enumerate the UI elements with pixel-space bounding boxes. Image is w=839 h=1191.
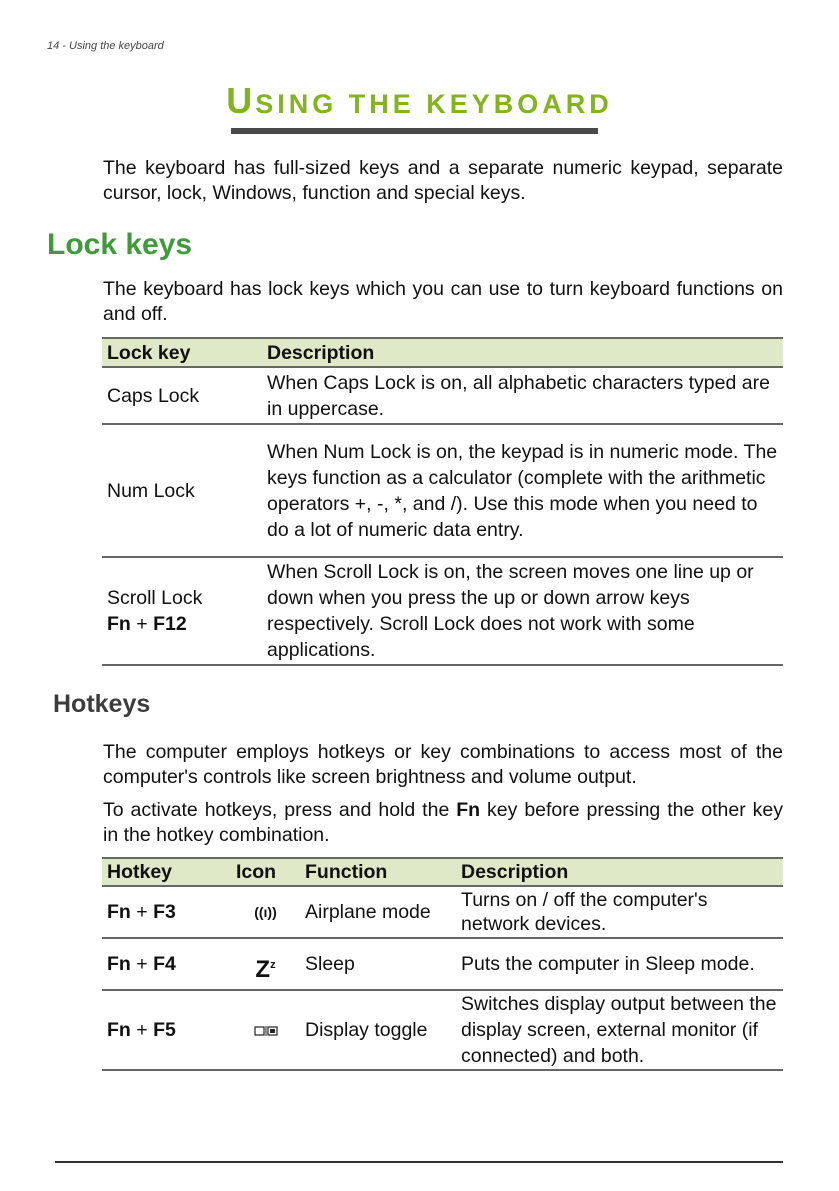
table-row xyxy=(102,367,783,424)
key-fn: Fn xyxy=(107,900,131,923)
page-title xyxy=(0,80,839,122)
sleep-icon: $Z^z$ xyxy=(255,955,276,983)
col-header: Icon xyxy=(231,858,300,886)
hotkeys-heading: Hotkeys xyxy=(53,690,151,718)
key-f: F12 xyxy=(153,613,187,635)
description: Switches display output between the display screen, external monitor (if connected) and both. xyxy=(456,990,783,1070)
table-row xyxy=(102,938,783,990)
hotkeys-table xyxy=(102,857,783,1071)
key-f: F4 xyxy=(153,952,176,975)
page-header: 14 - Using the keyboard xyxy=(47,40,164,52)
col-header: Hotkey xyxy=(102,858,231,886)
title-rest: SING THE KEYBOARD xyxy=(255,89,613,119)
icon-cell xyxy=(231,886,300,938)
lock-key: Caps Lock xyxy=(102,367,262,424)
lock-key: Num Lock xyxy=(102,424,262,557)
table-row xyxy=(102,557,783,665)
hotkey xyxy=(102,938,231,990)
plus: + xyxy=(136,1018,148,1041)
col-header: Lock key xyxy=(102,338,262,367)
key-f: F5 xyxy=(153,1018,176,1041)
table-row xyxy=(102,424,783,557)
title-initial: U xyxy=(226,80,256,121)
hotkey xyxy=(102,886,231,938)
text: To activate hotkeys, press and hold the xyxy=(103,799,457,821)
text-bold: Fn xyxy=(456,799,481,821)
title-divider xyxy=(231,128,598,134)
footer-divider xyxy=(55,1161,783,1163)
table-row xyxy=(102,990,783,1070)
key-fn: Fn xyxy=(107,613,131,635)
plus: + xyxy=(136,952,148,975)
lock-keys-table xyxy=(102,337,783,666)
plus: + xyxy=(136,900,148,923)
plus: + xyxy=(136,613,148,635)
description: Puts the computer in Sleep mode. xyxy=(456,938,783,990)
intro-paragraph: The keyboard has full-sized keys and a separate numeric keypad, separate cursor, lock, Windows, function and special keys. xyxy=(103,157,783,204)
display-toggle-icon xyxy=(254,1026,278,1036)
key-f: F3 xyxy=(153,900,176,923)
description: Turns on / off the computer's network devices. xyxy=(456,886,783,938)
function: Display toggle xyxy=(300,990,456,1070)
col-header: Description xyxy=(456,858,783,886)
airplane-mode-icon: ((ı)) xyxy=(254,904,277,920)
key-fn: Fn xyxy=(107,1018,131,1041)
text: key before pressing the other key in the hotkey combination. xyxy=(103,799,783,846)
lock-desc: When Scroll Lock is on, the screen moves one line up or down when you press the up or down arrow keys respectively. Scroll Lock does not work with some applications. xyxy=(262,557,783,665)
lock-key xyxy=(102,557,262,665)
table-row xyxy=(102,886,783,938)
hotkeys-paragraph: The computer employs hotkeys or key combinations to access most of the computer's controls like screen brightness and volume output. xyxy=(103,741,783,788)
hotkey xyxy=(102,990,231,1070)
lock-keys-paragraph: The keyboard has lock keys which you can use to turn keyboard functions on and off. xyxy=(103,278,783,325)
lock-desc: When Caps Lock is on, all alphabetic characters typed are in uppercase. xyxy=(262,367,783,424)
key-name: Scroll Lock xyxy=(107,587,203,609)
function: Sleep xyxy=(300,938,456,990)
lock-keys-heading: Lock keys xyxy=(47,228,193,261)
key-fn: Fn xyxy=(107,952,131,975)
col-header: Description xyxy=(262,338,783,367)
icon-cell xyxy=(231,990,300,1070)
col-header: Function xyxy=(300,858,456,886)
hotkeys-paragraph-2 xyxy=(103,798,783,848)
function: Airplane mode xyxy=(300,886,456,938)
icon-cell xyxy=(231,938,300,990)
lock-desc: When Num Lock is on, the keypad is in numeric mode. The keys function as a calculator (complete with the arithmetic operators +, -, *, and /). Use this mode when you need to do a lot of numeric data entry. xyxy=(262,424,783,557)
